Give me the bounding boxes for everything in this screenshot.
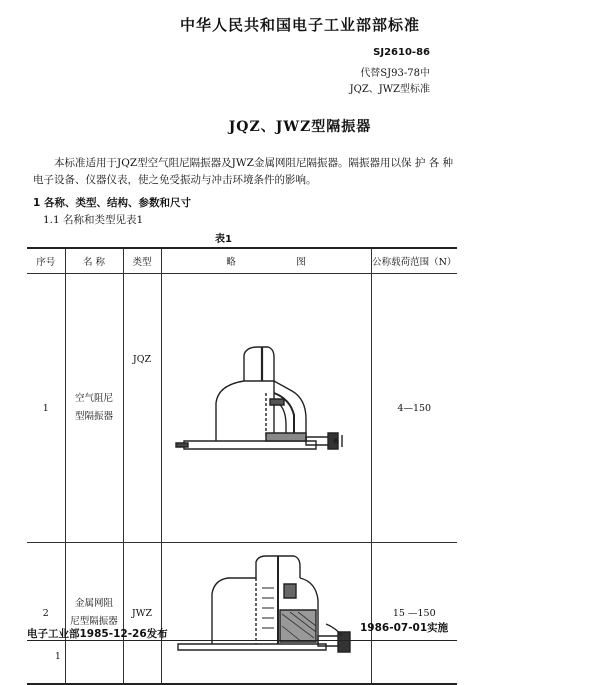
row-name-line2: 尼型隔振器: [70, 616, 118, 627]
table-row: [27, 274, 457, 543]
row-name-line1: 金属网阻: [74, 598, 113, 609]
row-no: 2: [27, 543, 65, 685]
row-type: JWZ: [123, 543, 161, 685]
intro-paragraph: 本标准适用于JQZ型空气阻尼隔振器及JWZ金属网阻尼隔振器。隔振器用以保 护 各 种电子设备、仪器仪表，使之免受振动与冲击环境条件的影响。: [33, 157, 453, 186]
row-sketch: [161, 274, 371, 543]
row-load: 15 —150: [371, 543, 457, 685]
table-caption: 表1: [215, 234, 232, 245]
row-load: 4—150: [371, 274, 457, 543]
jwz-isolator-drawing-icon: [166, 548, 366, 678]
replaces-note: 代替SJ93-78中: [360, 68, 430, 79]
row-name: [65, 274, 123, 543]
replaces-standard: JQZ、JWZ型标准: [349, 84, 430, 95]
row-no: 1: [27, 274, 65, 543]
table-header-row: [27, 248, 457, 274]
header-type: 类型: [123, 248, 161, 274]
header-sketch: 略 图: [161, 248, 371, 274]
jqz-isolator-drawing-icon: [166, 333, 366, 483]
header-name: 名 称: [65, 248, 123, 274]
page-number: 1: [55, 652, 61, 662]
issued-date: 电子工业部1985-12-26发布: [27, 628, 168, 640]
org-standard-heading: 中华人民共和国电子工业部部标准: [179, 16, 420, 34]
header-load: 公称载荷范围（N）: [371, 248, 457, 274]
footer-rule: [27, 640, 457, 641]
doc-number: SJ2610-86: [373, 47, 430, 58]
document-title: JQZ、JWZ型隔振器: [228, 119, 372, 135]
row-type: JQZ: [123, 274, 161, 543]
table-row: [27, 543, 457, 685]
row-sketch: [161, 543, 371, 685]
row-name: [65, 543, 123, 685]
subsection-heading: 1.1 名称和类型见表1: [43, 214, 144, 226]
section-heading: 1 各称、类型、结构、参数和尺寸: [33, 197, 191, 209]
effective-date: 1986-07-01实施: [360, 622, 449, 634]
row-name-line2: 型隔振器: [74, 411, 113, 422]
row-name-line1: 空气阻尼: [74, 393, 113, 404]
header-no: 序号: [27, 248, 65, 274]
